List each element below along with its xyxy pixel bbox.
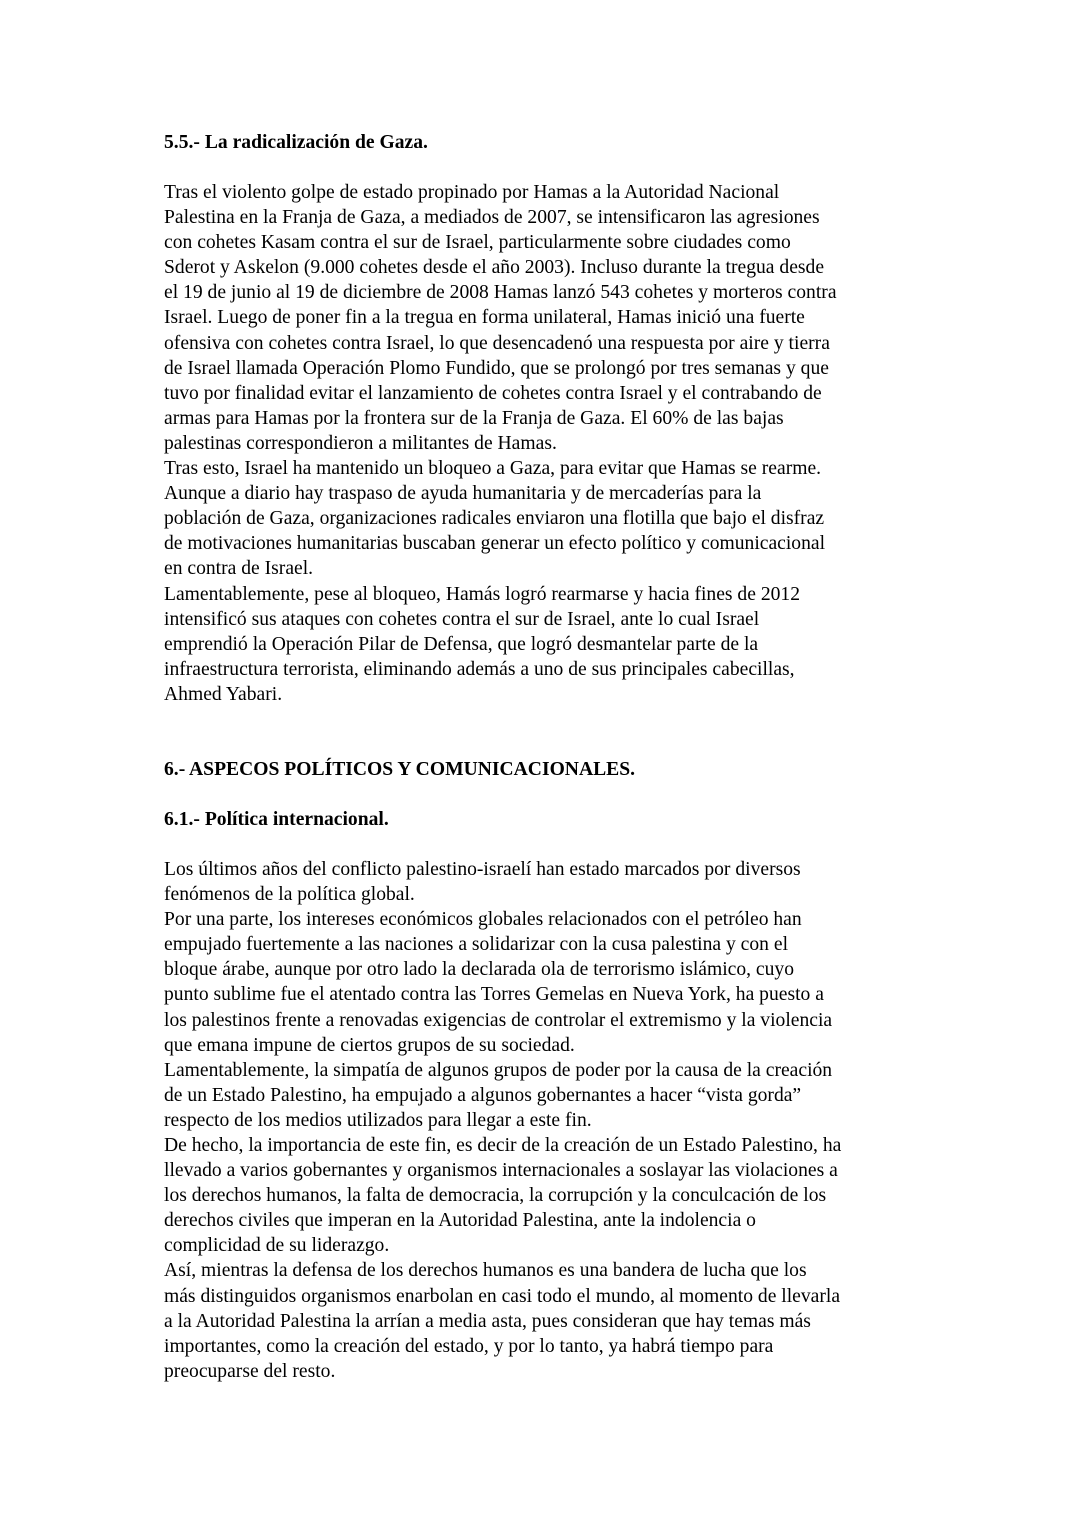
text-line: Tras el violento golpe de estado propinado por Hamas a la Autoridad Nacional: [164, 182, 780, 203]
text-line: Palestina en la Franja de Gaza, a mediados de 2007, se intensificaron las agresiones: [164, 207, 820, 229]
text-line: ofensiva con cohetes contra Israel, lo que desencadenó una respuesta por aire y tierra: [164, 332, 830, 354]
text-line: tuvo por finalidad evitar el lanzamiento de cohetes contra Israel y el contrabando de: [164, 382, 822, 404]
page-content: [164, 130, 924, 1384]
text-line: de un Estado Palestino, ha empujado a algunos gobernantes a hacer “vista gorda”: [164, 1084, 802, 1106]
text-line: de motivaciones humanitarias buscaban generar un efecto político y comunicacional: [164, 533, 826, 555]
text-line: población de Gaza, organizaciones radicales enviaron una flotilla que bajo el disfraz: [164, 508, 825, 530]
text-line: empujado fuertemente a las naciones a solidarizar con la cusa palestina y con el: [164, 934, 789, 956]
text-line: en contra de Israel.: [164, 558, 314, 580]
text-line: con cohetes Kasam contra el sur de Israel, particularmente sobre ciudades como: [164, 232, 791, 254]
text-line: Así, mientras la defensa de los derechos humanos es una bandera de lucha que los: [164, 1260, 807, 1282]
paragraph-6-1-4: [164, 1133, 924, 1258]
paragraph-5-5-3: [164, 582, 924, 707]
text-line: Lamentablemente, pese al bloqueo, Hamás logró rearmarse y hacia fines de 2012: [164, 583, 801, 605]
text-line: a la Autoridad Palestina la arrían a media asta, pues consideran que hay temas más: [164, 1310, 811, 1332]
text-line: el 19 de junio al 19 de diciembre de 2008 Hamas lanzó 543 cohetes y morteros contra: [164, 282, 837, 304]
text-line: complicidad de su liderazgo.: [164, 1235, 390, 1257]
text-line: palestinas correspondieron a militantes de Hamas.: [164, 432, 557, 454]
text-line: infraestructura terrorista, eliminando además a uno de sus principales cabecillas,: [164, 658, 795, 680]
text-line: Los últimos años del conflicto palestino-israelí han estado marcados por diversos: [164, 858, 801, 880]
text-line: punto sublime fue el atentado contra las Torres Gemelas en Nueva York, ha puesto a: [164, 984, 824, 1006]
text-line: Aunque a diario hay traspaso de ayuda humanitaria y de mercaderías para la: [164, 483, 762, 505]
section-spacer: [164, 707, 924, 757]
text-line: preocuparse del resto.: [164, 1360, 336, 1382]
text-line: los palestinos frente a renovadas exigencias de controlar el extremismo y la violencia: [164, 1009, 833, 1031]
text-line: llevado a varios gobernantes y organismos internacionales a soslayar las violaciones a: [164, 1160, 838, 1182]
text-line: respecto de los medios utilizados para llegar a este fin.: [164, 1109, 592, 1131]
text-line: emprendió la Operación Pilar de Defensa, que logró desmantelar parte de la: [164, 633, 759, 655]
text-line: derechos civiles que imperan en la Autoridad Palestina, ante la indolencia o: [164, 1210, 756, 1232]
paragraph-6-1-5: [164, 1258, 924, 1383]
section-heading-5-5: 5.5.- La radicalización de Gaza.: [164, 132, 428, 153]
text-line: De hecho, la importancia de este fin, es decir de la creación de un Estado Palestino, ha: [164, 1135, 842, 1156]
text-line: bloque árabe, aunque por otro lado la declarada ola de terrorismo islámico, cuyo: [164, 959, 795, 981]
text-line: importantes, como la creación del estado, y por lo tanto, ya habrá tiempo para: [164, 1335, 774, 1357]
paragraph-6-1-3: [164, 1058, 924, 1133]
text-line: intensificó sus ataques con cohetes contra el sur de Israel, ante lo cual Israel: [164, 608, 760, 630]
text-line: fenómenos de la política global.: [164, 884, 415, 906]
text-line: de Israel llamada Operación Plomo Fundido, que se prolongó por tres semanas y que: [164, 357, 829, 379]
section-heading-6: 6.- ASPECOS POLÍTICOS Y COMUNICACIONALES.: [164, 758, 636, 780]
text-line: más distinguidos organismos enarbolan en casi todo el mundo, al momento de llevarla: [164, 1285, 841, 1307]
paragraph-5-5-1: [164, 180, 924, 456]
text-line: Israel. Luego de poner fin a la tregua en forma unilateral, Hamas inició una fuerte: [164, 307, 805, 329]
text-line: Tras esto, Israel ha mantenido un bloqueo a Gaza, para evitar que Hamas se rearme.: [164, 458, 822, 480]
text-line: armas para Hamas por la frontera sur de la Franja de Gaza. El 60% de las bajas: [164, 407, 784, 429]
text-line: Ahmed Yabari.: [164, 683, 283, 705]
text-line: que emana impune de ciertos grupos de su sociedad.: [164, 1034, 575, 1056]
text-line: Sderot y Askelon (9.000 cohetes desde el año 2003). Incluso durante la tregua desde: [164, 257, 825, 279]
paragraph-6-1-2: [164, 907, 924, 1058]
paragraph-5-5-2: [164, 456, 924, 581]
section-heading-6-1: 6.1.- Política internacional.: [164, 808, 389, 830]
text-line: Lamentablemente, la simpatía de algunos grupos de poder por la causa de la creación: [164, 1059, 833, 1081]
text-line: los derechos humanos, la falta de democracia, la corrupción y la conculcación de los: [164, 1185, 827, 1207]
paragraph-6-1-1: [164, 857, 924, 907]
text-line: Por una parte, los intereses económicos globales relacionados con el petróleo han: [164, 909, 802, 931]
